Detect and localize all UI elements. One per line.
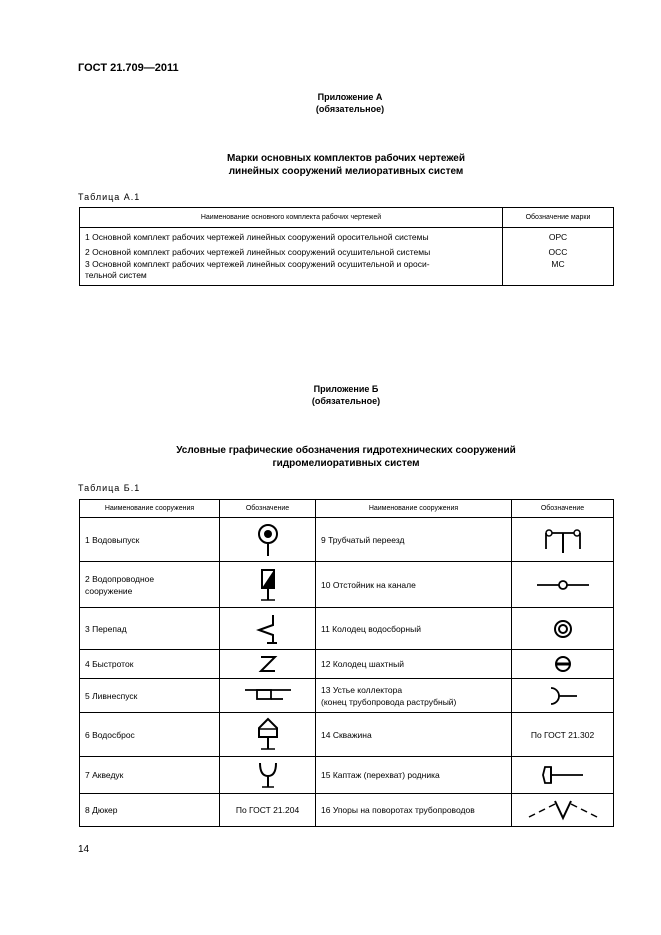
table-row: 3 Перепад 11 Колодец водосборный xyxy=(80,608,614,650)
appendix-a-title: Приложение А xyxy=(317,92,383,102)
table-row: 2 Основной комплект рабочих чертежей линейных сооружений осушительной системы ОСС xyxy=(80,243,614,258)
table-a1-label: Таблица А.1 xyxy=(78,192,141,202)
appendix-b-title: Приложение Б xyxy=(313,384,379,394)
table-row: 8 Дюкер По ГОСТ 21.204 16 Упоры на поворотах трубопроводов xyxy=(80,794,614,827)
table-b1: Наименование сооружения Обозначение Наименование сооружения Обозначение 1 Водовыпуск 9 Трубчатый переезд 2 Водопроводное сооружение 10 Отстойник на канале 3 Перепад 11 Колодец водосборный 4 Быстроток 12 Колодец шахтный 5 Ливнеспуск 13 Устье коллектора (конец трубопровода раструбный) 6 Водосброс 14 Скважина По ГОСТ 21.302 7 Акведук 15 Каптаж (перехват) родника 8 Дюкер По ГОСТ 21.204 16 Упоры на поворотах трубопроводов xyxy=(79,499,614,827)
table-row: 2 Водопроводное сооружение 10 Отстойник на канале xyxy=(80,562,614,608)
catch-well-symbol-icon xyxy=(552,618,574,640)
storm-overflow-symbol-icon xyxy=(243,686,293,706)
table-row: 6 Водосброс 14 Скважина По ГОСТ 21.302 xyxy=(80,713,614,757)
outlet-symbol-icon xyxy=(253,521,283,559)
table-row: 1 Основной комплект рабочих чертежей линейных сооружений оросительной системы ОРС xyxy=(80,228,614,244)
spillway-symbol-icon xyxy=(255,716,281,754)
table-row: 5 Ливнеспуск 13 Устье коллектора (конец трубопровода раструбный) xyxy=(80,679,614,713)
appendix-b-status: (обязательное) xyxy=(311,396,381,406)
table-a1-col-code: Обозначение марки xyxy=(503,208,614,228)
settling-basin-symbol-icon xyxy=(533,575,593,595)
pipe-bend-anchor-symbol-icon xyxy=(525,798,601,822)
appendix-b-heading-2: гидромелиоративных систем xyxy=(272,458,420,469)
standard-header: ГОСТ 21.709—2011 xyxy=(78,62,179,74)
appendix-a-heading-1: Марки основных комплектов рабочих чертежей xyxy=(226,153,466,164)
table-b1-label: Таблица Б.1 xyxy=(78,483,141,493)
table-row: 7 Акведук 15 Каптаж (перехват) родника xyxy=(80,757,614,794)
table-a1 xyxy=(79,207,614,286)
water-conduit-symbol-icon xyxy=(256,566,280,604)
table-a1-col-name: Наименование основного комплекта рабочих чертежей xyxy=(80,208,503,228)
collector-mouth-symbol-icon xyxy=(545,684,581,708)
spring-capture-symbol-icon xyxy=(539,763,587,787)
appendix-a-heading-2: линейных сооружений мелиоративных систем xyxy=(228,166,464,177)
table-row: 3 Основной комплект рабочих чертежей линейных сооружений осушительной и ороси- тельной систем МС xyxy=(80,258,614,286)
drop-symbol-icon xyxy=(255,613,281,645)
page-number: 14 xyxy=(78,844,90,855)
table-row: 1 Водовыпуск 9 Трубчатый переезд xyxy=(80,518,614,562)
aqueduct-symbol-icon xyxy=(256,760,280,790)
appendix-b-heading-1: Условные графические обозначения гидротехнических сооружений xyxy=(176,445,516,456)
appendix-a-status: (обязательное) xyxy=(315,104,385,114)
table-row: 4 Быстроток 12 Колодец шахтный xyxy=(80,650,614,679)
pipe-crossing-symbol-icon xyxy=(540,525,586,555)
shaft-well-symbol-icon xyxy=(553,654,573,674)
chute-symbol-icon xyxy=(257,653,279,675)
